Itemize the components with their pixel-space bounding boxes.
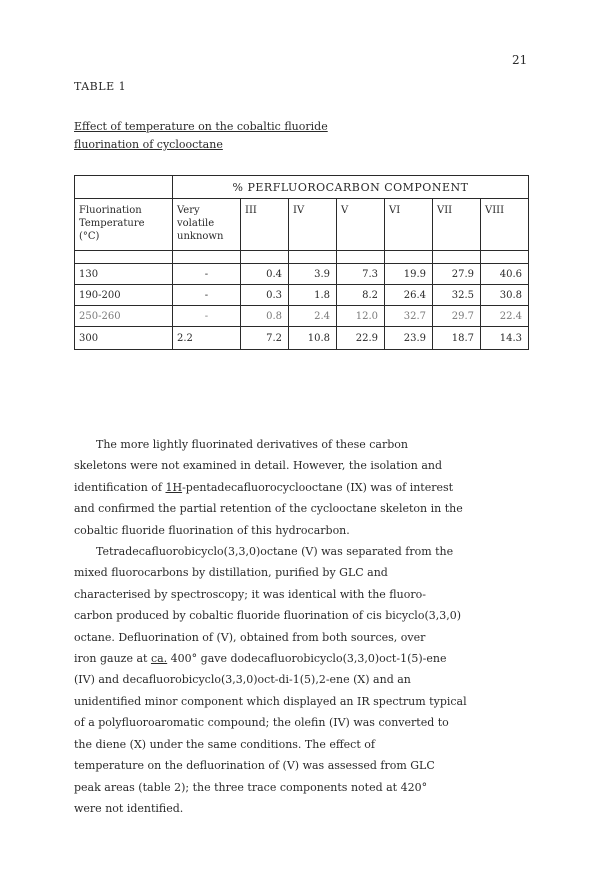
value-cell: 29.7 <box>433 306 481 327</box>
row-header-line: Fluorination <box>79 205 142 216</box>
paragraph <box>74 541 519 819</box>
unknown-cell: 2.2 <box>173 327 241 350</box>
value-cell: 7.3 <box>337 264 385 285</box>
text-line: cobaltic fluoride fluorination of this hydrocarbon. <box>74 523 350 537</box>
temperature-cell: 130 <box>75 264 173 285</box>
column-header-line: Very <box>177 205 200 216</box>
value-cell: 22.4 <box>481 306 529 327</box>
value-cell: 10.8 <box>289 327 337 350</box>
spacer-cell <box>433 251 481 264</box>
row-header-line: Temperature <box>79 218 145 229</box>
text-line: octane. Defluorination of (V), obtained from both sources, over <box>74 630 426 644</box>
body-text <box>74 434 519 819</box>
abbreviation-ca: ca. <box>150 652 168 666</box>
spacer-cell <box>481 251 529 264</box>
value-cell: 0.3 <box>241 285 289 306</box>
compound-prefix: 1H <box>165 480 183 494</box>
text-line: unidentified minor component which displayed an IR spectrum typical <box>74 694 467 708</box>
column-header: V <box>337 199 385 251</box>
spacer-cell <box>75 251 173 264</box>
page-number: 21 <box>512 53 528 67</box>
value-cell: 32.7 <box>385 306 433 327</box>
table-row <box>75 327 529 350</box>
value-cell: 0.8 <box>241 306 289 327</box>
column-header: IV <box>289 199 337 251</box>
paragraph <box>74 434 519 541</box>
text-line: -pentadecafluorocyclooctane (IX) was of interest <box>182 480 454 494</box>
value-cell: 1.8 <box>289 285 337 306</box>
column-header-line: unknown <box>177 231 224 242</box>
text-line: temperature on the defluorination of (V) was assessed from GLC <box>74 759 435 773</box>
row-header-line: (°C) <box>79 231 100 242</box>
value-cell: 19.9 <box>385 264 433 285</box>
value-cell: 30.8 <box>481 285 529 306</box>
text-line: Tetradecafluorobicyclo(3,3,0)octane (V) was separated from the <box>96 545 454 559</box>
column-header <box>173 199 241 251</box>
text-line: carbon produced by cobaltic fluoride fluorination of cis bicyclo(3,3,0) <box>74 609 462 623</box>
value-cell: 26.4 <box>385 285 433 306</box>
caption-line: Effect of temperature on the cobaltic fluoride <box>74 120 328 133</box>
text-line: skeletons were not examined in detail. However, the isolation and <box>74 459 443 473</box>
value-cell: 2.4 <box>289 306 337 327</box>
column-header: III <box>241 199 289 251</box>
spacer-cell <box>289 251 337 264</box>
text-line: 400° gave dodecafluorobicyclo(3,3,0)oct-1(5)-ene <box>167 652 447 666</box>
value-cell: 27.9 <box>433 264 481 285</box>
text-line: mixed fluorocarbons by distillation, purified by GLC and <box>74 566 388 580</box>
value-cell: 32.5 <box>433 285 481 306</box>
temperature-cell: 190-200 <box>75 285 173 306</box>
value-cell: 12.0 <box>337 306 385 327</box>
value-cell: 0.4 <box>241 264 289 285</box>
unknown-cell: - <box>173 285 241 306</box>
column-header-line: volatile <box>177 218 215 229</box>
text-line: (IV) and decafluorobicyclo(3,3,0)oct-di-1(5),2-ene (X) and an <box>74 673 411 687</box>
value-cell: 8.2 <box>337 285 385 306</box>
text-line: the diene (X) under the same conditions. The effect of <box>74 737 375 751</box>
value-cell: 23.9 <box>385 327 433 350</box>
temperature-cell: 300 <box>75 327 173 350</box>
text-line: iron gauze at <box>74 652 151 666</box>
text-line: peak areas (table 2); the three trace components noted at 420° <box>74 780 428 794</box>
text-line: characterised by spectroscopy; it was identical with the fluoro- <box>74 587 426 601</box>
value-cell: 40.6 <box>481 264 529 285</box>
value-cell: 22.9 <box>337 327 385 350</box>
column-header: VI <box>385 199 433 251</box>
caption-line: fluorination of cyclooctane <box>74 138 223 151</box>
value-cell: 7.2 <box>241 327 289 350</box>
unknown-cell: - <box>173 264 241 285</box>
text-line: The more lightly fluorinated derivatives of these carbon <box>96 438 408 451</box>
value-cell: 18.7 <box>433 327 481 350</box>
spacer-cell <box>173 251 241 264</box>
row-header <box>75 199 173 251</box>
group-header: % PERFLUOROCARBON COMPONENT <box>173 176 529 199</box>
table-caption <box>74 118 328 154</box>
unknown-cell: - <box>173 306 241 327</box>
text-line: of a polyfluoroaromatic compound; the olefin (IV) was converted to <box>74 716 449 730</box>
table-row <box>75 264 529 285</box>
text-line: were not identified. <box>74 801 184 815</box>
value-cell: 14.3 <box>481 327 529 350</box>
text-line: and confirmed the partial retention of the cyclooctane skeleton in the <box>74 502 463 516</box>
spacer-cell <box>385 251 433 264</box>
text-line: identification of <box>74 480 166 494</box>
spacer-cell <box>241 251 289 264</box>
table-label: TABLE 1 <box>74 80 127 93</box>
column-header: VII <box>433 199 481 251</box>
temperature-cell: 250-260 <box>75 306 173 327</box>
column-header: VIII <box>481 199 529 251</box>
corner-cell <box>75 176 173 199</box>
table-row <box>75 285 529 306</box>
data-table <box>74 175 529 350</box>
table-row <box>75 306 529 327</box>
spacer-cell <box>337 251 385 264</box>
value-cell: 3.9 <box>289 264 337 285</box>
